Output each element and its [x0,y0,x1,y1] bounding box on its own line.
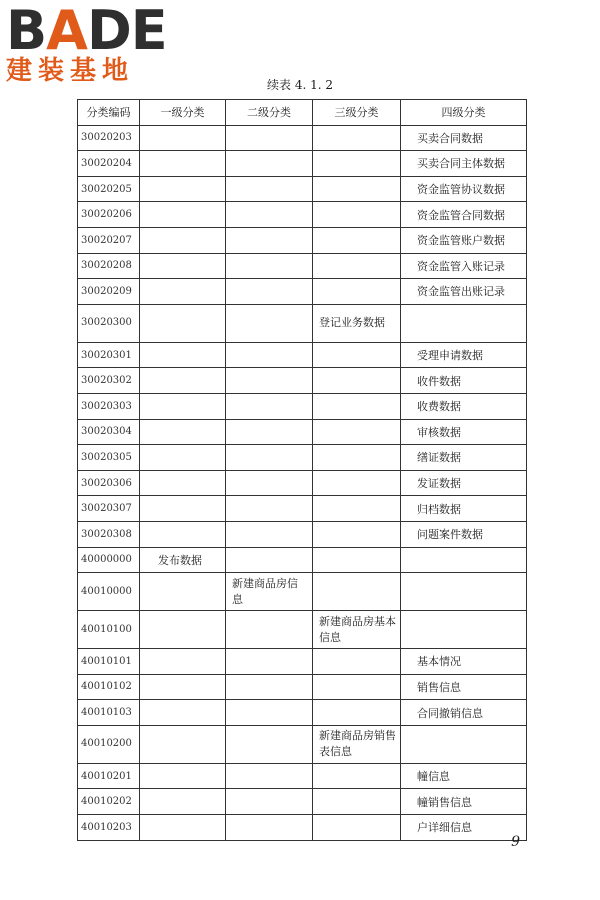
level3-cell [313,151,401,177]
table-row [78,521,527,547]
level2-cell [226,611,313,649]
level3-cell [313,674,401,700]
code-cell: 30020302 [78,368,140,394]
level4-cell: 收费数据 [401,393,527,419]
level2-cell [226,445,313,471]
level1-cell [140,368,226,394]
level2-cell [226,674,313,700]
table-row [78,674,527,700]
level3-cell [313,649,401,675]
level4-cell [401,573,527,611]
logo-wordmark: BADE [6,0,167,62]
header-level2: 二级分类 [226,100,313,126]
level3-cell [313,815,401,841]
table-row [78,725,527,763]
page-number: 9 [511,834,520,850]
table-row [78,253,527,279]
table-row [78,470,527,496]
level1-cell [140,611,226,649]
level4-cell: 资金监管协议数据 [401,176,527,202]
code-cell: 30020209 [78,279,140,305]
level3-cell: 新建商品房基本信息 [313,611,401,649]
level3-cell [313,445,401,471]
table-row [78,125,527,151]
level3-cell [313,393,401,419]
table-row [78,649,527,675]
level4-cell [401,725,527,763]
level1-cell [140,125,226,151]
table-row [78,342,527,368]
code-cell: 30020303 [78,393,140,419]
level1-cell [140,202,226,228]
level4-cell: 幢销售信息 [401,789,527,815]
level4-cell: 问题案件数据 [401,521,527,547]
code-cell: 30020300 [78,304,140,342]
logo-subtitle: 建装基地 [6,56,135,86]
code-cell: 40010101 [78,649,140,675]
level2-cell [226,125,313,151]
level1-cell [140,342,226,368]
level2-cell [226,342,313,368]
table-row [78,279,527,305]
level1-cell [140,674,226,700]
level2-cell [226,151,313,177]
level3-cell [313,521,401,547]
level4-cell: 买卖合同数据 [401,125,527,151]
table-row [78,151,527,177]
level2-cell [226,393,313,419]
code-cell: 30020205 [78,176,140,202]
level1-cell: 发布数据 [140,547,226,573]
level3-cell [313,125,401,151]
level2-cell [226,496,313,522]
table-row [78,700,527,726]
level1-cell [140,573,226,611]
level4-cell: 审核数据 [401,419,527,445]
code-cell: 40010203 [78,815,140,841]
level3-cell [313,202,401,228]
level2-cell [226,253,313,279]
level4-cell: 归档数据 [401,496,527,522]
level2-cell [226,419,313,445]
level4-cell: 收件数据 [401,368,527,394]
level4-cell: 买卖合同主体数据 [401,151,527,177]
table-row [78,547,527,573]
level2-cell [226,789,313,815]
table-row [78,227,527,253]
level4-cell [401,611,527,649]
level1-cell [140,304,226,342]
level2-cell [226,700,313,726]
level2-cell [226,763,313,789]
classification-table [77,99,527,841]
table-header-row [78,100,527,126]
header-level1: 一级分类 [140,100,226,126]
code-cell: 30020206 [78,202,140,228]
level4-cell: 资金监管出账记录 [401,279,527,305]
level3-cell [313,573,401,611]
level1-cell [140,521,226,547]
level3-cell: 新建商品房销售表信息 [313,725,401,763]
level3-cell [313,419,401,445]
table-row [78,393,527,419]
level2-cell [226,521,313,547]
level3-cell [313,176,401,202]
level4-cell: 发证数据 [401,470,527,496]
level4-cell: 幢信息 [401,763,527,789]
level1-cell [140,789,226,815]
level1-cell [140,227,226,253]
level3-cell [313,763,401,789]
table-row [78,611,527,649]
level3-cell [313,789,401,815]
level2-cell [226,202,313,228]
level2-cell [226,470,313,496]
table-caption: 续表 4. 1. 2 [267,78,333,92]
level2-cell [226,279,313,305]
code-cell: 30020203 [78,125,140,151]
level1-cell [140,700,226,726]
level3-cell [313,496,401,522]
code-cell: 30020306 [78,470,140,496]
level1-cell [140,419,226,445]
level1-cell [140,763,226,789]
level4-cell: 户详细信息 [401,815,527,841]
level2-cell [226,725,313,763]
level1-cell [140,725,226,763]
level1-cell [140,176,226,202]
header-level4: 四级分类 [401,100,527,126]
level4-cell [401,304,527,342]
level1-cell [140,279,226,305]
level2-cell [226,227,313,253]
table-row [78,815,527,841]
level3-cell [313,368,401,394]
table-row [78,789,527,815]
level1-cell [140,496,226,522]
level1-cell [140,253,226,279]
level3-cell [313,700,401,726]
code-cell: 30020308 [78,521,140,547]
code-cell: 40010100 [78,611,140,649]
level2-cell [226,176,313,202]
code-cell: 40010202 [78,789,140,815]
table-row [78,763,527,789]
code-cell: 40010103 [78,700,140,726]
code-cell: 30020307 [78,496,140,522]
level4-cell: 受理申请数据 [401,342,527,368]
level2-cell [226,815,313,841]
table-body [78,125,527,840]
level3-cell [313,279,401,305]
brand-logo [6,0,176,86]
code-cell: 30020208 [78,253,140,279]
table-row [78,496,527,522]
level3-cell [313,470,401,496]
level2-cell [226,547,313,573]
level2-cell [226,649,313,675]
level2-cell: 新建商品房信息 [226,573,313,611]
code-cell: 30020301 [78,342,140,368]
table-row [78,419,527,445]
table-row [78,368,527,394]
level4-cell [401,547,527,573]
level4-cell: 销售信息 [401,674,527,700]
level1-cell [140,815,226,841]
level4-cell: 基本情况 [401,649,527,675]
header-code: 分类编码 [78,100,140,126]
code-cell: 30020207 [78,227,140,253]
code-cell: 30020305 [78,445,140,471]
code-cell: 40010102 [78,674,140,700]
level4-cell: 资金监管账户数据 [401,227,527,253]
code-cell: 40010200 [78,725,140,763]
level3-cell [313,547,401,573]
level4-cell: 合同撤销信息 [401,700,527,726]
code-cell: 40010201 [78,763,140,789]
code-cell: 40010000 [78,573,140,611]
table-row [78,573,527,611]
level1-cell [140,445,226,471]
level3-cell [313,253,401,279]
level3-cell [313,227,401,253]
level2-cell [226,304,313,342]
level4-cell: 资金监管合同数据 [401,202,527,228]
level1-cell [140,649,226,675]
level2-cell [226,368,313,394]
table-row [78,202,527,228]
level1-cell [140,151,226,177]
header-level3: 三级分类 [313,100,401,126]
level4-cell: 缮证数据 [401,445,527,471]
level1-cell [140,470,226,496]
table-row [78,445,527,471]
level4-cell: 资金监管入账记录 [401,253,527,279]
table-row [78,176,527,202]
level3-cell: 登记业务数据 [313,304,401,342]
level1-cell [140,393,226,419]
code-cell: 40000000 [78,547,140,573]
code-cell: 30020304 [78,419,140,445]
level3-cell [313,342,401,368]
table-row [78,304,527,342]
code-cell: 30020204 [78,151,140,177]
